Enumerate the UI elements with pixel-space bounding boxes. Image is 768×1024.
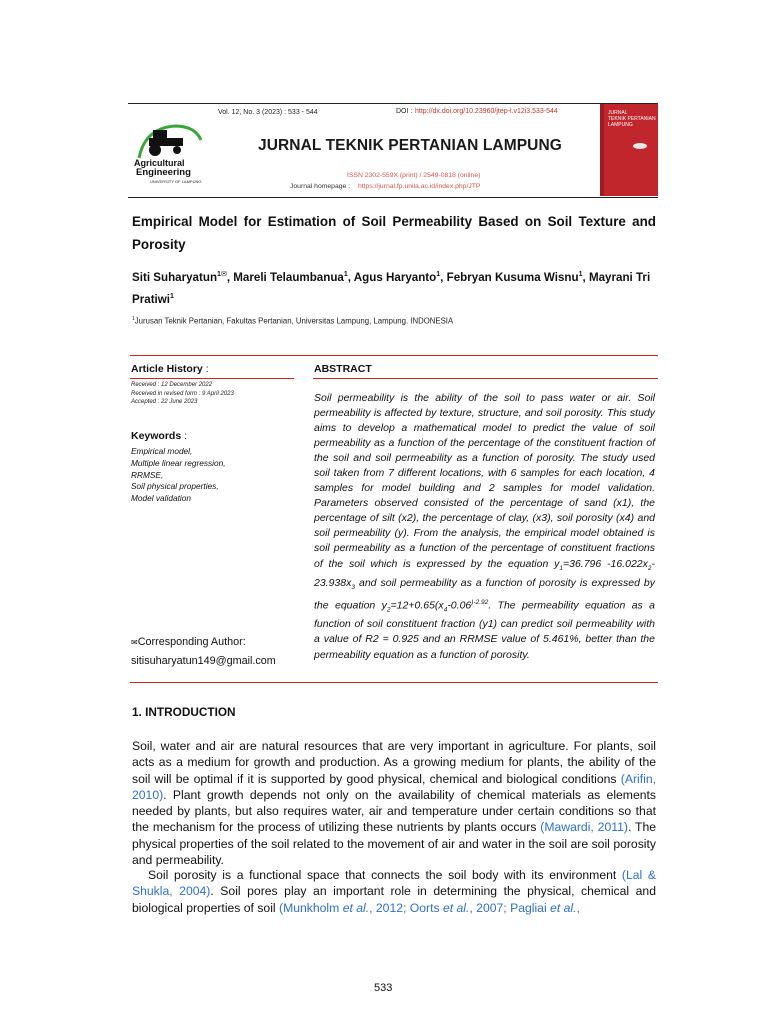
author-affiliation-mark: 1 xyxy=(436,271,441,278)
paper-title: Empirical Model for Estimation of Soil Permeability Based on Soil Texture and Porosity xyxy=(132,214,656,252)
cover-line-1: JURNAL xyxy=(608,110,628,116)
author-name: Mareli Telaumbanua xyxy=(233,270,344,284)
author-affiliation-mark: 1 xyxy=(578,271,583,278)
paragraph-text: . Plant growth depends not only on the availability of chemical materials as elements needed by plants, but also requires water, air and temperature under certain conditions so that the mechanism for the process of utilizing these nutrients by plants occurs xyxy=(132,787,656,835)
citation-link[interactable]: (Arifin, 2010) xyxy=(132,771,656,802)
article-history-dates xyxy=(131,381,234,407)
keywords-colon: : xyxy=(181,430,188,442)
subscript: 2 xyxy=(386,606,391,614)
abstract-part: =12+0.65(x xyxy=(390,599,444,612)
author-affiliation-mark: 1✉ xyxy=(217,271,227,278)
doi-link[interactable]: http://dx.doi.org/10.23960/jtep-l.v12i3.533-544 xyxy=(415,108,558,115)
citation-link[interactable]: (Mawardi, 2011) xyxy=(540,820,628,835)
citation-link[interactable]: (Lal & Shukla, 2004) xyxy=(132,868,656,899)
author-list xyxy=(132,265,656,309)
author-affiliation-mark: 1 xyxy=(343,271,348,278)
abstract-heading: ABSTRACT xyxy=(314,363,372,375)
keywords-heading xyxy=(131,430,187,442)
abstract-part: -23.938x xyxy=(314,557,655,589)
abstract-part: . The permeability equation as a function of soil constituent fraction (y1) can predict soil permeability with a value of R2 = 0.925 and an RRMSE value of 5.461%, better than the permeability equation as a function of porosity. xyxy=(314,599,656,661)
volume-info: Vol. 12, No. 3 (2023) : 533 - 544 xyxy=(218,109,318,116)
received-date: Received : 12 December 2022 xyxy=(131,382,213,388)
logo-text-university: UNIVERSITY OF LAMPUNG xyxy=(150,179,202,184)
corresponding-label: Corresponding Author: xyxy=(137,636,246,648)
issn: ISSN 2302-559X (print) / 2549-0818 (online) xyxy=(347,172,481,179)
author-name: Agus Haryanto xyxy=(353,270,437,284)
revised-date: Received in revised form : 9 April 2023 xyxy=(131,390,234,397)
abstract-part: and soil permeability as a function of porosity is expressed by the equation y xyxy=(314,576,655,612)
article-history-heading xyxy=(131,363,209,375)
doi-label: DOI : xyxy=(396,108,413,115)
header-top-rule xyxy=(128,103,658,104)
introduction-heading: 1. INTRODUCTION xyxy=(132,705,236,719)
author-name: Siti Suharyatun xyxy=(132,270,218,284)
keyword-item: RRMSE, xyxy=(131,469,164,480)
abstract-part: Soil permeability is the ability of the soil to pass water or air. Soil permeability is affected by texture, structure, and soil porosity. This study aims to develop a mathematical model to predict the value of soil permeability as a function of the percentage of the constituent fraction of the soil and soil permeability as a function of porosity. The study used soil taken from 7 different locations, with 6 samples for each location, 4 samples for model building and 2 samples for model validation. Parameters observed consisted of the percentage of sand (x1), the percentage of silt (x2), the percentage of clay, (x3), soil porosity (x4) and soil permeability (y). From the analysis, the empirical model obtained is soil permeability as a function of the percentage of constituent fractions of the soil which is expressed by the equation y xyxy=(314,392,655,570)
keyword-item: Empirical model, xyxy=(131,446,193,456)
section-bottom-rule xyxy=(130,682,658,683)
subscript: 4 xyxy=(443,606,448,614)
homepage-label: Journal homepage : xyxy=(290,183,351,190)
envelope-icon: ✉ xyxy=(131,638,138,647)
affiliation-mark: 1 xyxy=(132,316,135,322)
cover-line-2: TEKNIK PERTANIAN xyxy=(608,116,656,122)
paragraph-text: . Soil pores play an important role in determining the physical, chemical and biological properties of soil xyxy=(132,884,656,915)
abstract-rule xyxy=(313,378,658,379)
article-history-colon: : xyxy=(202,363,209,375)
article-history-label: Article History xyxy=(131,363,203,375)
page-number: 533 xyxy=(374,982,393,994)
journal-title: JURNAL TEKNIK PERTANIAN LAMPUNG xyxy=(258,137,562,154)
keyword-item: Multiple linear regression, xyxy=(131,457,226,468)
subscript: 1 xyxy=(559,564,563,572)
author-name: Mayrani Tri Pratiwi xyxy=(132,270,651,306)
superscript: )-2.92 xyxy=(471,598,489,606)
affiliation xyxy=(132,316,453,326)
citation-link[interactable]: (Munkholm et al., 2012; Oorts et al., 2007; Pagliai et al., xyxy=(279,900,580,915)
author-name: Febryan Kusuma Wisnu xyxy=(446,270,579,284)
subscript: 2 xyxy=(647,564,652,572)
section-top-rule xyxy=(130,355,658,356)
logo-text-engineering: Engineering xyxy=(136,167,191,178)
article-history-rule xyxy=(130,378,294,379)
cover-line-3: LAMPUNG xyxy=(608,122,633,128)
homepage-link[interactable]: https://jurnal.fp.unila.ac.id/index.php/JTP xyxy=(358,183,481,190)
paragraph-text: . The physical properties of the soil related to the movement of air and water in the soil are soil porosity and permeability. xyxy=(132,820,656,867)
abstract-part: =36.796 -16.022x xyxy=(562,557,648,570)
keywords-label: Keywords xyxy=(131,430,182,442)
author-affiliation-mark: 1 xyxy=(170,292,174,300)
subscript: 3 xyxy=(351,583,355,591)
accepted-date: Accepted : 22 June 2023 xyxy=(131,399,198,405)
introduction-paragraph-1 xyxy=(132,738,656,868)
cover-title xyxy=(608,110,656,128)
paragraph-text: Soil porosity is a functional space that connects the soil body with its environment xyxy=(148,868,622,882)
paragraph-text: Soil, water and air are natural resources that are very important in agriculture. For plants, soil acts as a medium for growth and production. As a growing medium for plants, the ability of the soil will be optimal if it is supported by good physical, chemical and biological conditions xyxy=(132,739,656,786)
header-bottom-rule xyxy=(128,197,658,198)
keyword-item: Model validation xyxy=(131,493,191,504)
logo-text-agricultural: Agricultural xyxy=(134,158,185,168)
affiliation-text: Jurusan Teknik Pertanian, Fakultas Pertanian, Universitas Lampung, Lampung. INDONESIA xyxy=(134,316,454,326)
author-separator: , xyxy=(440,270,447,284)
corresponding-author xyxy=(131,633,276,671)
introduction-paragraph-2 xyxy=(132,867,656,916)
corresponding-email[interactable]: sitisuharyatun149@gmail.com xyxy=(131,655,276,667)
author-separator: , xyxy=(582,270,589,284)
author-separator: , xyxy=(347,270,354,284)
author-separator: , xyxy=(226,270,234,284)
abstract-text xyxy=(314,391,655,663)
abstract-part: -0.06 xyxy=(447,599,472,612)
keyword-item: Soil physical properties, xyxy=(131,481,219,492)
keyword-list xyxy=(131,446,226,505)
